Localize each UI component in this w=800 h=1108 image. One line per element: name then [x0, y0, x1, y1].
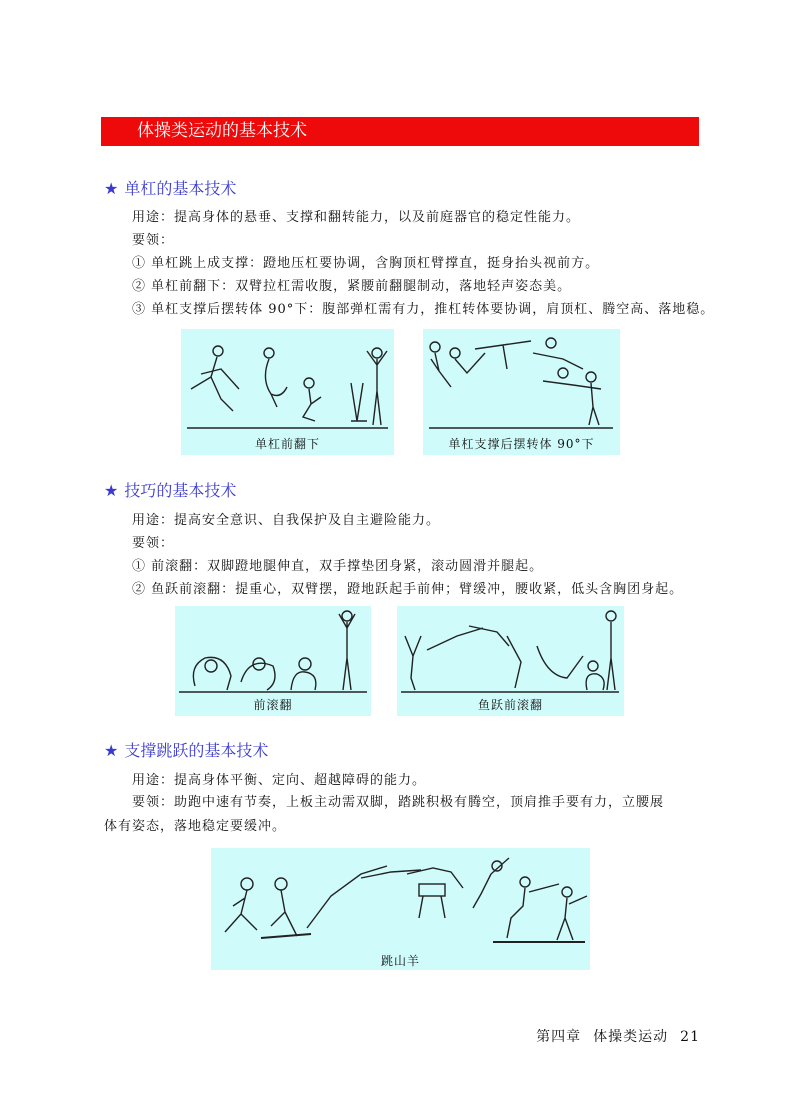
banner-title: 体操类运动的基本技术: [137, 121, 307, 141]
footer-title: 体操类运动: [593, 1029, 669, 1045]
text-line: 要领：: [132, 233, 175, 248]
figure-dive-roll: [397, 606, 624, 716]
section-title-horizontal-bar: ★ 单杠的基本技术: [104, 179, 237, 198]
section-title-tumbling: ★ 技巧的基本技术: [104, 481, 237, 500]
figure-bar-front-flip: [181, 329, 394, 455]
figure-vault-goat: [211, 848, 590, 970]
chapter-banner: [101, 117, 699, 146]
figure-caption: 跳山羊: [380, 954, 420, 968]
text-line: ② 鱼跃前滚翻：提重心，双臂摆，蹬地跃起手前伸；臂缓冲，腰收紧，低头含胸团身起。: [132, 582, 684, 597]
text-line: ③ 单杠支撑后摆转体 90°下：腹部弹杠需有力，推杠转体要协调，肩顶杠、腾空高、落地稳。: [132, 302, 715, 317]
figure-caption: 前滚翻: [253, 698, 293, 712]
section-title-vault: ★ 支撑跳跃的基本技术: [104, 741, 269, 760]
text-line: ② 单杠前翻下：双臂拉杠需收腹，紧腰前翻腿制动，落地轻声姿态美。: [132, 279, 572, 294]
star-icon: ★: [104, 741, 119, 760]
text-line: 用途：提高身体的悬垂、支撑和翻转能力，以及前庭器官的稳定性能力。: [132, 210, 581, 225]
figure-bar-back-swing-turn: [423, 329, 620, 455]
footer-chapter: 第四章: [536, 1029, 582, 1045]
text-line: 要领：: [132, 536, 175, 551]
text-line: ① 单杠跳上成支撑：蹬地压杠要协调，含胸顶杠臂撑直，挺身抬头视前方。: [132, 256, 600, 271]
star-icon: ★: [104, 179, 119, 198]
text-line: 用途：提高身体平衡、定向、超越障碍的能力。: [132, 773, 427, 788]
page-number: 21: [680, 1029, 700, 1045]
figure-caption: 鱼跃前滚翻: [477, 698, 543, 712]
star-icon: ★: [104, 481, 119, 500]
figure-caption: 单杠支撑后摆转体 90°下: [448, 437, 595, 451]
page-footer: [524, 1026, 700, 1046]
figure-forward-roll: [175, 606, 371, 716]
text-paragraph: 要领：助跑中速有节奏，上板主动需双脚，踏跳积极有腾空，顶肩推手要有力，立腰展体有姿态，落地稳定要缓冲。: [104, 795, 665, 834]
text-line: ① 前滚翻：双脚蹬地腿伸直，双手撑垫团身紧，滚动圆滑并腿起。: [132, 559, 544, 574]
text-line: 用途：提高安全意识、自我保护及自主避险能力。: [132, 513, 441, 528]
figure-caption: 单杠前翻下: [254, 437, 320, 451]
